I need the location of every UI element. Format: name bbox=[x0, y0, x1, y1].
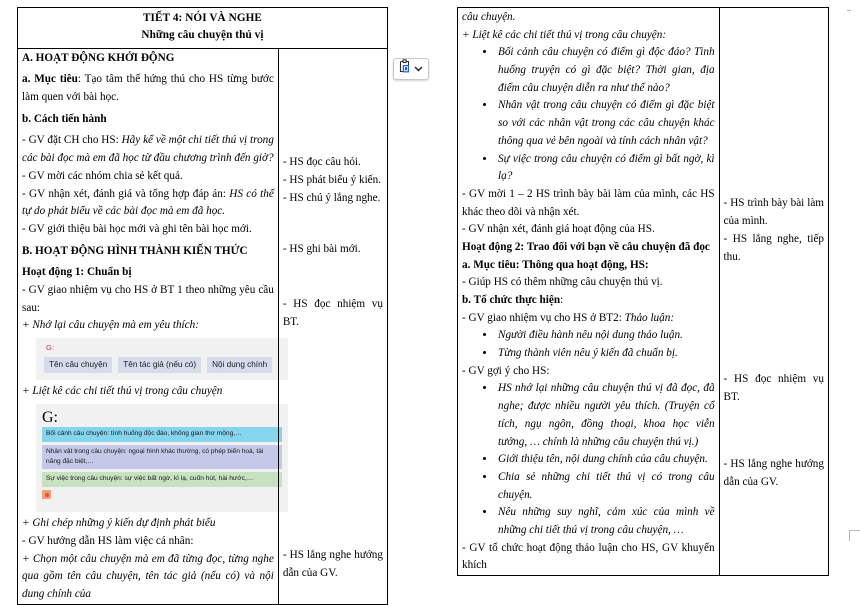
bullet-chia-se: • Chia sẻ những chi tiết thú vị có trong câu chuyện. bbox=[496, 469, 715, 504]
bullet-nguoi-dieu-hanh: • Người điều hành nêu nội dung thảo luận. bbox=[496, 327, 715, 345]
heading-muc-tieu-2: a. Mục tiêu: Thông qua hoạt động, HS: bbox=[462, 258, 649, 271]
bullet-list-thao-luan bbox=[462, 327, 715, 362]
para-giup-hs: - Giúp HS có thêm những câu chuyện thú vị. bbox=[462, 276, 663, 289]
text-thao-luan: Thảo luận: bbox=[624, 311, 675, 324]
para-giao-nhiem-vu: - GV giao nhiệm vụ cho HS ở BT 1 theo những yêu cầu sau: bbox=[22, 283, 274, 314]
student-activity-cell-page1 bbox=[278, 48, 387, 604]
note-hs-lang-nghe-huong-dan-2: - HS lắng nghe hướng dẫn của GV. bbox=[723, 457, 824, 488]
para-nho-lai: + Nhớ lại câu chuyện mà em yêu thích: bbox=[22, 319, 199, 332]
embedded-image-detail-rows bbox=[36, 404, 288, 512]
text-gv-dat-ch-question: Hãy kể về một chi tiết thú vị trong các bài đọc mà em đã học từ đầu chương trình đến giờ? bbox=[22, 134, 274, 165]
teacher-activity-cell-page1 bbox=[18, 48, 279, 604]
student-activity-cell-page2 bbox=[719, 8, 828, 576]
image2-label: G: bbox=[42, 408, 58, 426]
para-ghi-chep: + Ghi chép những ý kiến dự định phát biểu bbox=[22, 517, 216, 530]
heading-a: A. HOẠT ĐỘNG KHỞI ĐỘNG bbox=[22, 51, 175, 64]
para-gv-moi-hs-trinh-bay: - GV mời 1 – 2 HS trình bày bài làm của mình, các HS khác theo dõi và nhận xét. bbox=[462, 187, 715, 218]
lesson-plan-table-page1 bbox=[17, 7, 388, 605]
para-chon-mot-cau-chuyen: + Chọn một câu chuyện mà em đã từng đọc, từng nghe qua gồm tên câu chuyện, tên tác giả (nếu có) và nội dung chính của bbox=[22, 552, 274, 600]
bullet-tung-thanh-vien: • Từng thành viên nêu ý kiến đã chuẩn bị. bbox=[496, 345, 715, 363]
image1-label: G: bbox=[46, 343, 55, 353]
chip-group bbox=[44, 357, 280, 373]
lesson-plan-table-page2 bbox=[457, 7, 829, 576]
detail-row-boi-canh: Bối cảnh câu chuyện: tình huống độc đáo, không gian thơ mộng,… bbox=[42, 427, 282, 442]
label-muc-tieu: a. Mục tiêu bbox=[22, 73, 78, 86]
para-giao-nhiem-vu-bt2 bbox=[462, 310, 715, 328]
paste-options-button[interactable] bbox=[393, 58, 429, 80]
note-hs-phat-bieu: - HS phát biểu ý kiến. bbox=[282, 173, 382, 186]
page-gutter bbox=[420, 0, 440, 541]
bullet-su-viec: • Sự việc trong câu chuyện có điểm gì bất ngờ, kì lạ? bbox=[496, 151, 715, 186]
embedded-image-story-fields bbox=[36, 338, 288, 380]
bullet-gioi-thieu-ten: • Giới thiệu tên, nội dung chính của câu chuyện. bbox=[496, 451, 715, 469]
para-huong-dan-ca-nhan: - GV hướng dẫn HS làm việc cá nhân: bbox=[22, 534, 194, 547]
heading-hoat-dong-1: Hoạt động 1: Chuẩn bị bbox=[22, 266, 132, 279]
note-hs-doc-nhiem-vu-2: - HS đọc nhiệm vụ BT. bbox=[723, 372, 824, 403]
lesson-title-line-2: Những câu chuyện thú vị bbox=[141, 29, 264, 42]
bullet-nhan-vat: • Nhân vật trong câu chuyện có điểm gì đặc biệt so với các nhân vật trong các câu chuyện khác thông qua vẻ bên ngoài và tính cách nhân vật? bbox=[496, 97, 715, 150]
bullet-list-story-details bbox=[462, 44, 715, 186]
bullet-neu-suy-nghi: • Nêu những suy nghĩ, cảm xúc của mình về những chi tiết thú vị trong câu chuyện, … bbox=[496, 504, 715, 539]
para-gv-nhan-xet-2: - GV nhận xét, đánh giá hoạt động của HS. bbox=[462, 223, 655, 236]
chip-ten-cau-chuyen: Tên câu chuyện bbox=[44, 357, 112, 373]
add-square-icon bbox=[42, 490, 51, 499]
chip-noi-dung-chinh: Nội dung chính bbox=[207, 357, 272, 373]
note-hs-lang-nghe-huong-dan: - HS lắng nghe hướng dẫn của GV. bbox=[282, 548, 383, 579]
table-row-content bbox=[458, 8, 829, 576]
heading-cach-tien-hanh: b. Cách tiến hành bbox=[22, 112, 107, 125]
document-page-1 bbox=[0, 0, 420, 600]
detail-row-su-viec: Sự việc trong câu chuyện: sự việc bất ngờ, kì lạ, cuốn hút, hài hước,… bbox=[42, 472, 282, 487]
note-hs-doc-nhiem-vu: - HS đọc nhiệm vụ BT. bbox=[282, 298, 383, 329]
note-hs-chu-y: - HS chú ý lắng nghe. bbox=[282, 192, 381, 204]
lesson-title-line-1: TIẾT 4: NÓI VÀ NGHE bbox=[143, 12, 262, 24]
text-muc-tieu: : Tạo tâm thế hứng thú cho HS từng bước làm quen với bài học. bbox=[22, 73, 274, 104]
heading-hoat-dong-2: Hoạt động 2: Trao đổi với bạn về câu chuyện đã đọc bbox=[462, 240, 710, 253]
para-liet-ke-2: + Liệt kê các chi tiết thú vị trong câu chuyện: bbox=[462, 28, 667, 41]
bullet-hs-nho-lai: • HS nhớ lại những câu chuyện thú vị đã đọc, đã nghe; được nhiều người yêu thích. (Truyện cổ tích, ngụ ngôn, đồng thoại, khoa học viễn tưởng, … chính là những câu chuyện thú vị.) bbox=[496, 380, 715, 451]
para-gv-gioi-thieu: - GV giới thiệu bài học mới và ghi tên bài học mới. bbox=[22, 222, 252, 235]
note-hs-ghi-bai-moi: - HS ghi bài mới. bbox=[282, 243, 361, 256]
para-gv-to-chuc-thao-luan: - GV tổ chức hoạt động thảo luận cho HS, GV khuyến khích bbox=[462, 541, 715, 572]
text-gv-dat-ch-lead: - GV đặt CH cho HS: bbox=[22, 134, 122, 147]
para-gv-nhan-xet bbox=[22, 186, 274, 221]
para-gv-goi-y: - GV gợi ý cho HS: bbox=[462, 364, 550, 377]
bullet-boi-canh: • Bối cảnh câu chuyện có điểm gì độc đáo? Tình huống truyện có gì đặc biệt? Thời gian, địa điểm câu chuyện diễn ra như thế nào? bbox=[496, 44, 715, 97]
document-page-2 bbox=[440, 0, 847, 572]
note-hs-trinh-bay: - HS trình bày bài làm của mình. bbox=[723, 197, 824, 228]
detail-row-add bbox=[42, 490, 282, 503]
para-muc-tieu bbox=[22, 71, 274, 106]
para-cau-chuyen-cont: câu chuyện. bbox=[462, 11, 516, 23]
label-to-chuc: b. Tổ chức thực hiện bbox=[462, 294, 561, 306]
detail-row-nhan-vat: Nhân vật trong câu chuyện: ngoại hình khác thường, có phép biến hoá, tài năng đặc biệt,… bbox=[42, 445, 282, 470]
note-hs-lang-nghe-tiep-thu: - HS lắng nghe, tiếp thu. bbox=[723, 233, 824, 264]
chevron-down-icon[interactable] bbox=[414, 65, 423, 74]
text-gv-nhan-xet-italic: HS có thể tự do phát biểu về các bài đọc mà em đã học. bbox=[22, 187, 274, 218]
text-gv-nhan-xet-lead: - GV nhận xét, đánh giá và tổng hợp đáp án: bbox=[22, 187, 230, 200]
text-giao-nhiem-vu-lead: - GV giao nhiệm vụ cho HS ở BT2: bbox=[462, 311, 625, 324]
table-row-content bbox=[18, 48, 388, 604]
para-gv-moi-nhom: - GV mời các nhóm chia sẻ kết quả. bbox=[22, 169, 183, 182]
clipboard-icon bbox=[399, 59, 412, 79]
margin-marker-bottom-left-page2 bbox=[849, 530, 860, 541]
heading-b: B. HOẠT ĐỘNG HÌNH THÀNH KIẾN THỨC bbox=[22, 244, 248, 257]
heading-to-chuc-thuc-hien bbox=[462, 292, 715, 310]
para-gv-dat-ch bbox=[22, 132, 274, 167]
chip-ten-tac-gia: Tên tác giả (nếu có) bbox=[118, 357, 201, 373]
para-liet-ke: + Liệt kê các chi tiết thú vị trong câu chuyện bbox=[22, 385, 223, 398]
teacher-activity-cell-page2 bbox=[458, 8, 720, 576]
label-to-chuc-colon: : bbox=[560, 294, 564, 306]
table-row-title bbox=[18, 8, 388, 49]
bullet-list-goi-y bbox=[462, 380, 715, 539]
note-hs-doc-cau-hoi: - HS đọc câu hỏi. bbox=[282, 155, 361, 168]
